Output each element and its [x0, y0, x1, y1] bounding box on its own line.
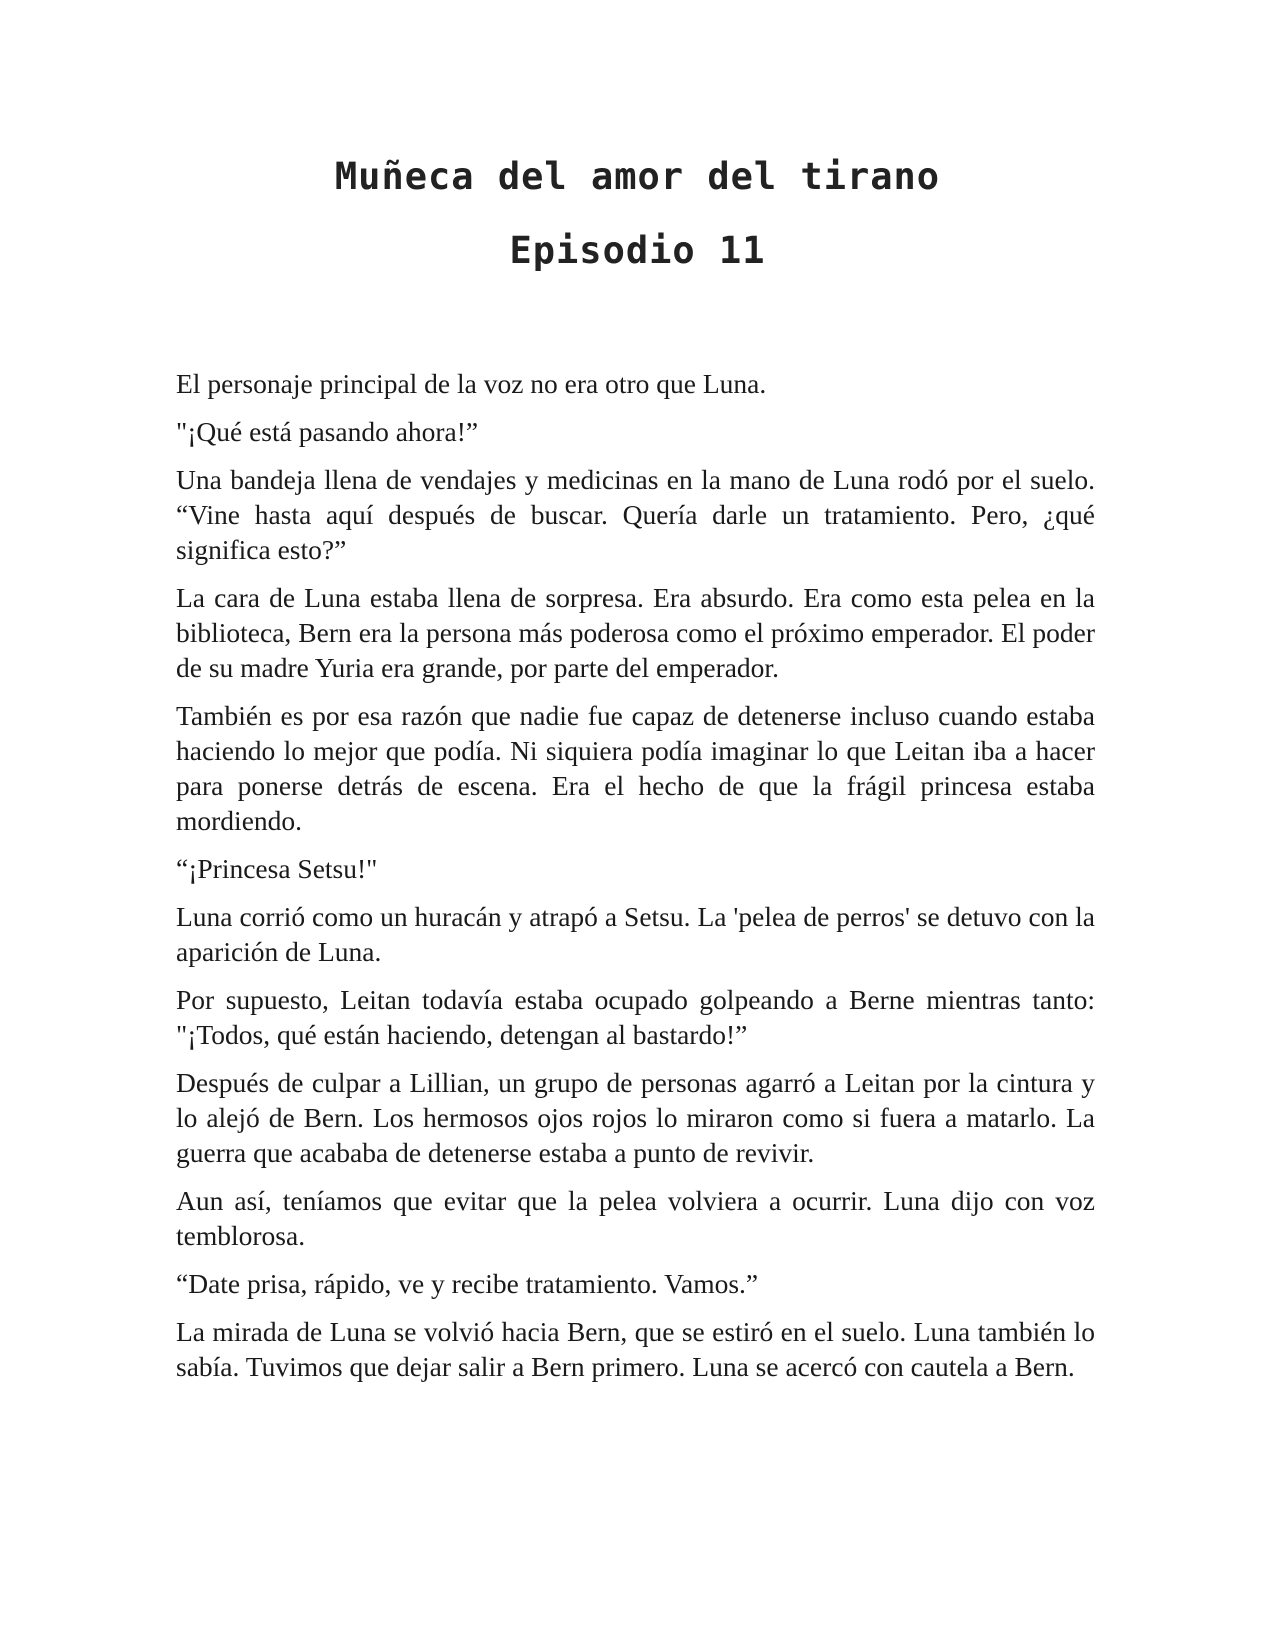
document-title: Muñeca del amor del tirano	[334, 155, 941, 198]
body-text	[176, 366, 1095, 1397]
paragraph: “Date prisa, rápido, ve y recibe tratamiento. Vamos.”	[176, 1268, 759, 1299]
paragraph: La cara de Luna estaba llena de sorpresa. Era absurdo. Era como esta pelea en la biblioteca, Bern era la persona más poderosa como el próximo emperador. El poder de su madre Yuria era grande, por parte del emperador.	[176, 582, 1095, 683]
paragraph: También es por esa razón que nadie fue capaz de detenerse incluso cuando estaba haciendo lo mejor que podía. Ni siquiera podía imaginar lo que Leitan iba a hacer para ponerse detrás de escena. Era el hecho de que la frágil princesa estaba mordiendo.	[176, 700, 1095, 836]
paragraph: "¡Qué está pasando ahora!”	[176, 416, 479, 447]
paragraph: La mirada de Luna se volvió hacia Bern, que se estiró en el suelo. Luna también lo sabía. Tuvimos que dejar salir a Bern primero. Luna se acercó con cautela a Bern.	[176, 1316, 1095, 1382]
paragraph: Luna corrió como un huracán y atrapó a Setsu. La 'pelea de perros' se detuvo con la aparición de Luna.	[176, 901, 1095, 967]
paragraph: “¡Princesa Setsu!"	[176, 853, 378, 884]
paragraph: Una bandeja llena de vendajes y medicinas en la mano de Luna rodó por el suelo. “Vine hasta aquí después de buscar. Quería darle un tratamiento. Pero, ¿qué significa esto?”	[176, 464, 1095, 565]
paragraph: Por supuesto, Leitan todavía estaba ocupado golpeando a Berne mientras tanto: "¡Todos, qué están haciendo, detengan al bastardo!”	[176, 984, 1095, 1050]
episode-subtitle: Episodio 11	[509, 229, 766, 272]
paragraph: Después de culpar a Lillian, un grupo de personas agarró a Leitan por la cintura y lo alejó de Bern. Los hermosos ojos rojos lo miraron como si fuera a matarlo. La guerra que acababa de detenerse estaba a punto de revivir.	[176, 1067, 1095, 1168]
paragraph: Aun así, teníamos que evitar que la pelea volviera a ocurrir. Luna dijo con voz temblorosa.	[176, 1185, 1095, 1251]
title-block	[0, 140, 1275, 288]
paragraph: El personaje principal de la voz no era otro que Luna.	[176, 368, 767, 399]
